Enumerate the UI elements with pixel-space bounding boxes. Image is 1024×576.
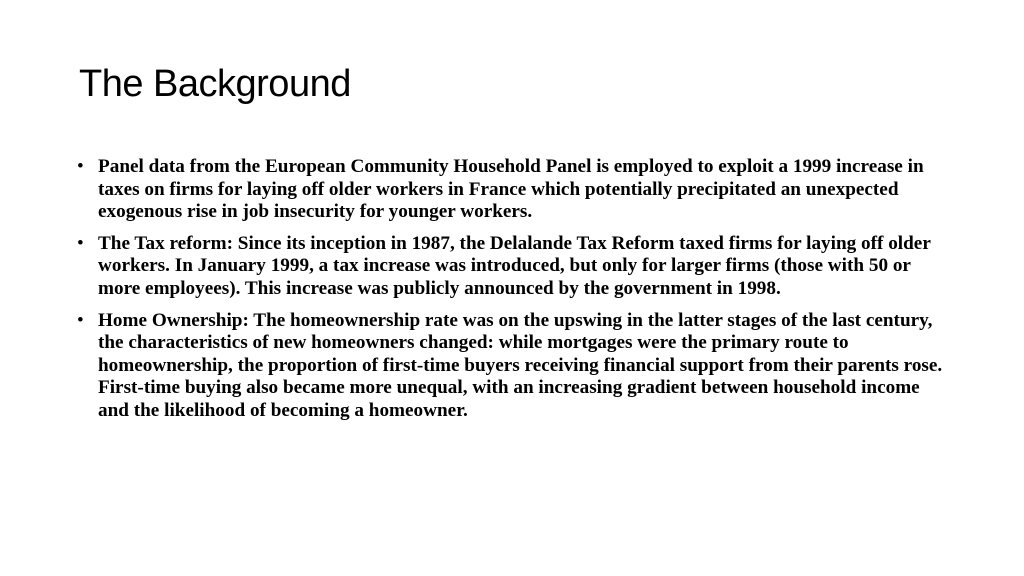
bullet-text: Home Ownership: The homeownership rate was on the upswing in the latter stages of the last century, the characteristics of new homeowners changed: while mortgages were the primary route to homeownership, the proportion of first-time buyers receiving financial support from their parents rose. First-time buying also became more unequal, with an increasing gradient between household income and the likelihood of becoming a homeowner. [98,309,943,421]
bullet-item [77,156,945,224]
slide-title: The Background [79,63,351,105]
bullet-text: Panel data from the European Community Household Panel is employed to exploit a 1999 increase in taxes on firms for laying off older workers in France which potentially precipitated an unexpected exogenous rise in job insecurity for younger workers. [98,156,924,223]
bullet-list [77,156,945,432]
bullet-dot-icon: • [77,309,84,331]
bullet-dot-icon: • [77,156,84,177]
bullet-item [77,310,945,423]
bullet-text: The Tax reform: Since its inception in 1987, the Delalande Tax Reform taxed firms for laying off older workers. In January 1999, a tax increase was introduced, but only for larger firms (those with 50 or more employees). This increase was publicly announced by the government in 1998. [98,232,931,299]
bullet-item [77,233,945,301]
bullet-dot-icon: • [77,232,84,254]
